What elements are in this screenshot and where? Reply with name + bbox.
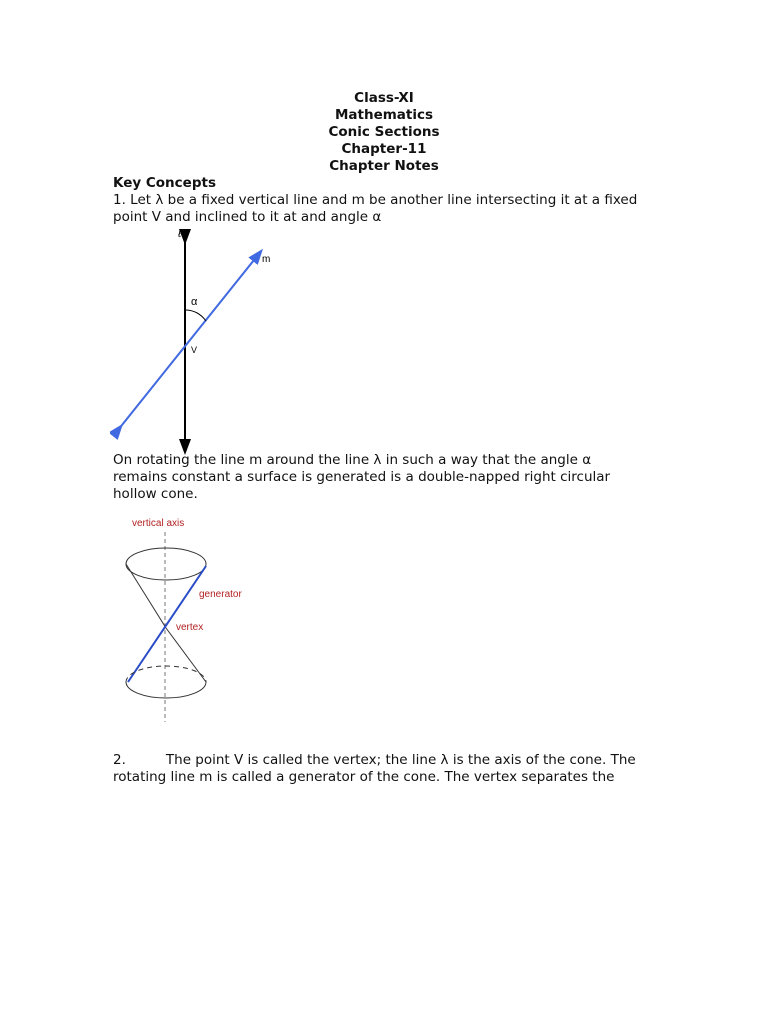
inclined-line-m — [118, 255, 258, 430]
paragraph-1-line-1: 1. Let λ be a fixed vertical line and m be another line intersecting it at a fixed — [113, 192, 638, 208]
vertex-v-label: V — [191, 345, 198, 355]
paragraph-3-line-2: rotating line m is called a generator of the cone. The vertex separates the — [113, 769, 615, 785]
key-concepts-title: Key Concepts — [113, 175, 216, 191]
notes-heading: Chapter Notes — [329, 158, 439, 174]
vertical-axis-label: vertical axis — [132, 518, 185, 529]
angle-arc — [185, 310, 206, 321]
inclined-line-figure — [110, 225, 290, 455]
double-napped-cone-figure — [110, 512, 270, 724]
paragraph-3-number: 2. — [113, 752, 126, 768]
axis-label: ℓ — [178, 228, 182, 240]
vertex-label: vertex — [176, 622, 204, 633]
alpha-label: α — [191, 296, 198, 308]
upper-nappe-rim — [126, 548, 206, 580]
paragraph-3-text: The point V is called the vertex; the line λ is the axis of the cone. The — [165, 752, 636, 768]
paragraph-1-line-2: point V and inclined to it at and angle α — [113, 209, 382, 225]
line-m-label: m — [262, 254, 271, 265]
chapter-heading: Chapter-11 — [341, 141, 427, 157]
paragraph-3-line-1 — [113, 752, 673, 769]
class-heading: Class-XI — [354, 90, 414, 106]
paragraph-2-line-3: hollow cone. — [113, 486, 198, 502]
upper-left-slant — [126, 564, 166, 628]
topic-heading: Conic Sections — [328, 124, 440, 140]
paragraph-2-line-1: On rotating the line m around the line λ in such a way that the angle α — [113, 452, 592, 468]
lower-rim-front — [126, 682, 206, 698]
subject-heading: Mathematics — [334, 107, 434, 123]
generator-label: generator — [199, 589, 242, 600]
paragraph-2-line-2: remains constant a surface is generated is a double-napped right circular — [113, 469, 611, 485]
